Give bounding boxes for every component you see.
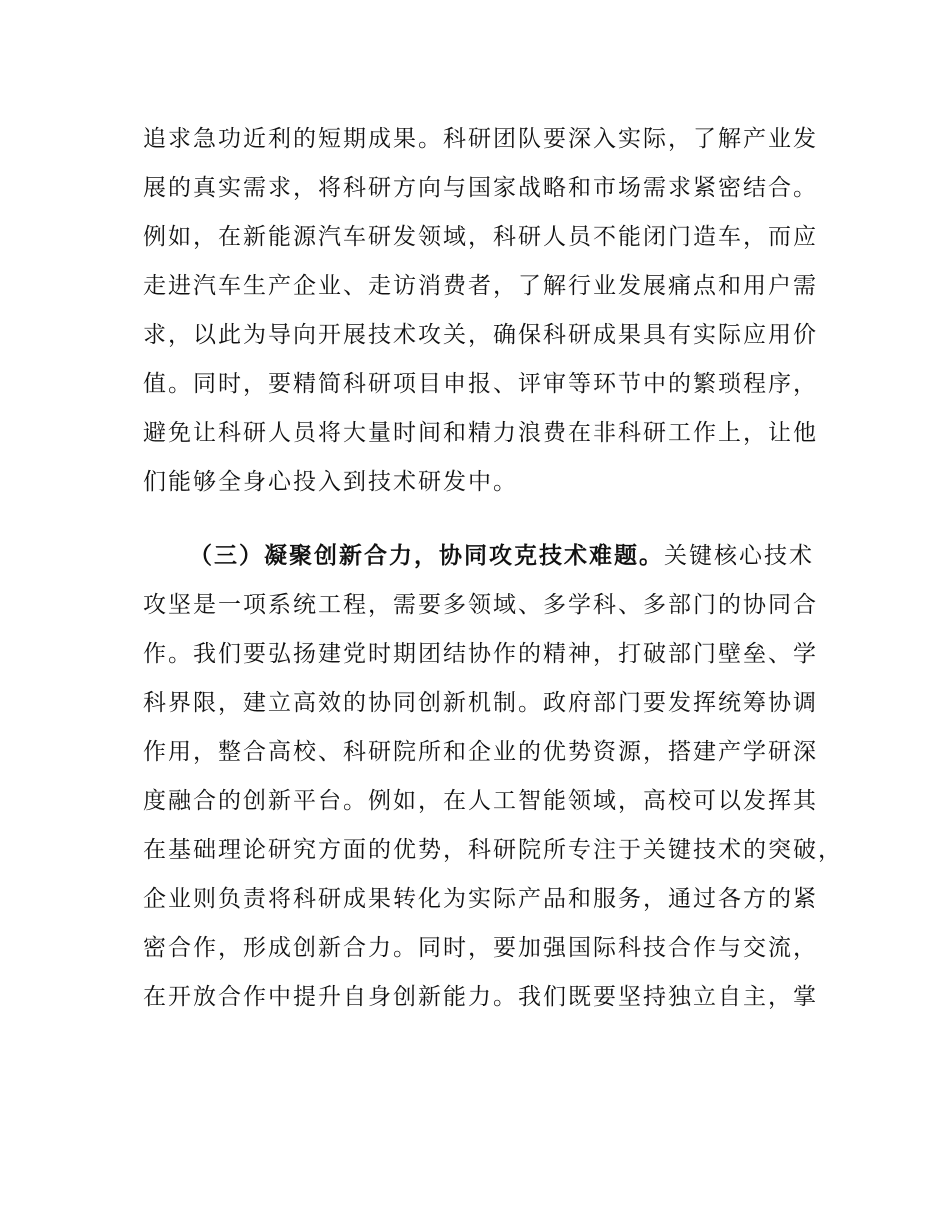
- text-line: 作。我们要弘扬建党时期团结协作的精神，打破部门壁垒、学: [143, 641, 818, 667]
- text-line: 在基础理论研究方面的优势，科研院所专注于关键技术的突破，: [143, 837, 843, 863]
- text-line: 值。同时，要精简科研项目申报、评审等环节中的繁琐程序，: [143, 371, 818, 397]
- text-line: 作用，整合高校、科研院所和企业的优势资源，搭建产学研深: [143, 739, 818, 765]
- paragraph-section-three: [143, 532, 843, 1022]
- text-line: 避免让科研人员将大量时间和精力浪费在非科研工作上，让他: [143, 420, 818, 446]
- text-line: 走进汽车生产企业、走访消费者，了解行业发展痛点和用户需: [143, 273, 818, 299]
- text-line: 攻坚是一项系统工程，需要多领域、多学科、多部门的协同合: [143, 592, 818, 618]
- text-line: 度融合的创新平台。例如，在人工智能领域，高校可以发挥其: [143, 788, 818, 814]
- paragraph-continued: [143, 115, 818, 507]
- text-span: 关键核心技术: [664, 543, 814, 569]
- text-line: 们能够全身心投入到技术研发中。: [143, 469, 518, 495]
- text-line: 展的真实需求，将科研方向与国家战略和市场需求紧密结合。: [143, 175, 818, 201]
- text-line: 密合作，形成创新合力。同时，要加强国际科技合作与交流，: [143, 935, 818, 961]
- text-line: 科界限，建立高效的协同创新机制。政府部门要发挥统筹协调: [143, 690, 818, 716]
- text-line: 求，以此为导向开展技术攻关，确保科研成果具有实际应用价: [143, 322, 818, 348]
- section-heading: （三）凝聚创新合力，协同攻克技术难题。: [189, 543, 664, 569]
- text-line: 企业则负责将科研成果转化为实际产品和服务，通过各方的紧: [143, 886, 818, 912]
- text-line: 追求急功近利的短期成果。科研团队要深入实际，了解产业发: [143, 126, 818, 152]
- text-line-first: [143, 532, 813, 581]
- text-line: 例如，在新能源汽车研发领域，科研人员不能闭门造车，而应: [143, 224, 818, 250]
- text-line: 在开放合作中提升自身创新能力。我们既要坚持独立自主，掌: [143, 984, 818, 1010]
